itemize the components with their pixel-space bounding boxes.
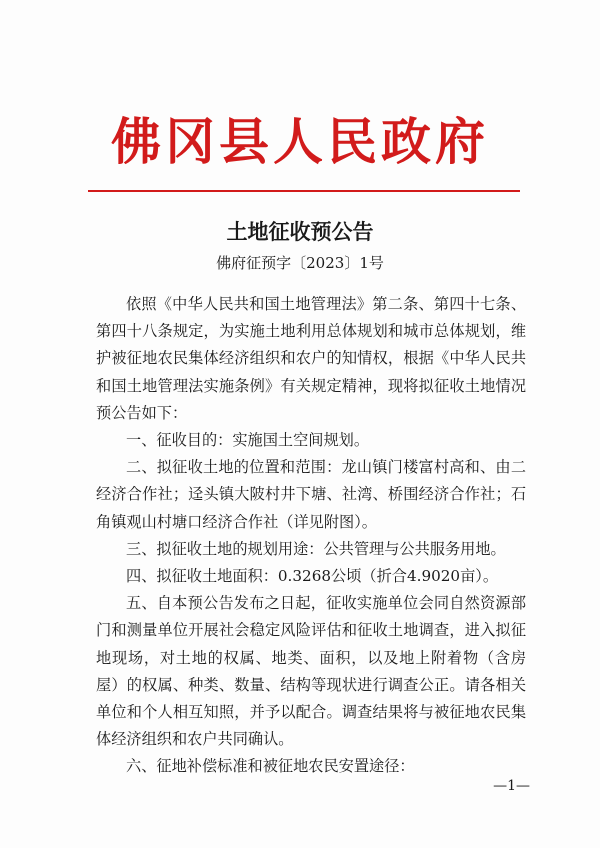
paragraph-intro: 依照《中华人民共和国土地管理法》第二条、第四十七条、第四十八条规定，为实施土地利用总体规划和城市总体规划，维护被征地农民集体经济组织和农户的知情权，根据《中华人民共和国土地管理法实施条例》有关规定精神，现将拟征收土地情况预公告如下：	[96, 295, 526, 422]
page-number: —1—	[493, 778, 530, 794]
paragraph-compensation: 六、征地补偿标准和被征地农民安置途径：	[126, 757, 415, 776]
government-title: 佛冈县人民政府	[111, 112, 489, 171]
paragraph-usage: 三、拟征收土地的规划用途：公共管理与公共服务用地。	[126, 539, 506, 558]
paragraph-purpose: 一、征收目的：实施国土空间规划。	[126, 431, 369, 450]
paragraph-area: 四、拟征收土地面积：0.3268公顷（折合4.9020亩）。	[126, 567, 499, 586]
notice-title: 土地征收预公告	[226, 219, 374, 244]
paragraph-location: 二、拟征收土地的位置和范围：龙山镇门楼富村高和、由二经济合作社；迳头镇大陂村井下塘、社湾、桥围经济合作社；石角镇观山村塘口经济合作社（详见附图）。	[96, 458, 526, 531]
notice-body	[96, 291, 526, 781]
document-number: 佛府征预字〔2023〕1号	[216, 254, 384, 272]
paragraph-survey: 五、自本预公告发布之日起，征收实施单位会同自然资源部门和测量单位开展社会稳定风险评估和征收土地调查，进入拟征地现场，对土地的权属、地类、面积，以及地上附着物（含房屋）的权属、种类、数量、结构等现状进行调查公正。请各相关单位和个人相互知照，并予以配合。调查结果将与被征地农民集体经济组织和农户共同确认。	[96, 594, 526, 749]
red-divider-line	[88, 190, 520, 192]
